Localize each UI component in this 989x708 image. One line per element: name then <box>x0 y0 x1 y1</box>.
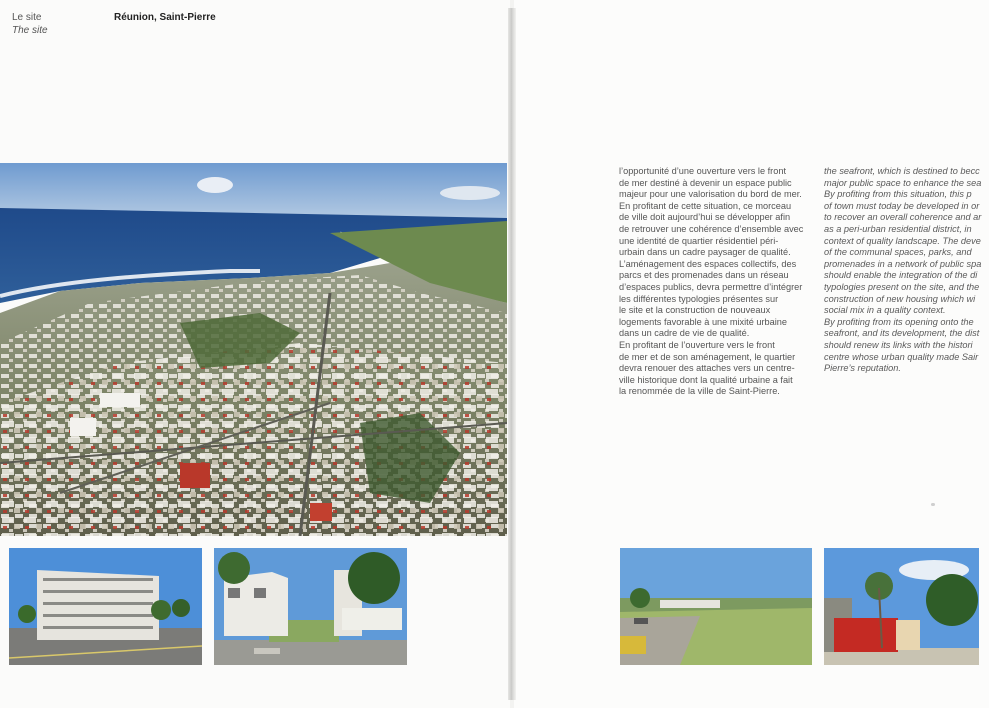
photo-apartment-block <box>9 548 202 665</box>
body-text-french: l’opportunité d’une ouverture vers le front de mer destiné à devenir un espace public majeur pour une valorisation du bord de mer. En profitant de cette situation, ce morceau de ville doit aujourd’hui se développer afin de retrouver une cohérence d’ensemble avec une identité de quartier résidentiel péri- urbain dans un cadre paysager de qualité. L’aménagement des espaces collectifs, des parcs et des promenades dans un réseau d’espaces publics, devra permettre d’intégrer les différentes typologies présentes sur le site et la construction de nouveaux logements favorable à une mixité urbaine dans un cadre de vie de qualité. En profitant de l’ouverture vers le front de mer et de son aménagement, le quartier devra renouer des attaches vers un centre- ville historique dont la qualité urbaine a fait la renommée de la ville de Saint-Pierre. <box>619 166 804 397</box>
body-text-english: the seafront, which is destined to becc major public space to enhance the sea By profiting from this situation, this p of town must today be developed in or to recover an overall coherence and ar as a peri-urban residential district, in context of quality landscape. The deve of the communal spaces, parks, and promenades in a network of public spa should enable the integration of the di typologies present on the site, and the construction of new housing which wi social mix in a quality context. By profiting from its opening onto the seafront, and its development, the dist should renew its links with the histori centre whose urban quality made Sair Pierre’s reputation. <box>824 166 982 374</box>
page-mark <box>931 503 935 506</box>
photo-open-field <box>620 548 812 665</box>
aerial-photo-saint-pierre <box>0 163 507 536</box>
section-title-fr: Le site <box>12 12 42 23</box>
photo-red-kiosk <box>824 548 979 665</box>
photo-houses-street <box>214 548 407 665</box>
section-title-en: The site <box>12 25 48 36</box>
place-title: Réunion, Saint-Pierre <box>114 12 216 23</box>
book-gutter <box>508 8 516 700</box>
